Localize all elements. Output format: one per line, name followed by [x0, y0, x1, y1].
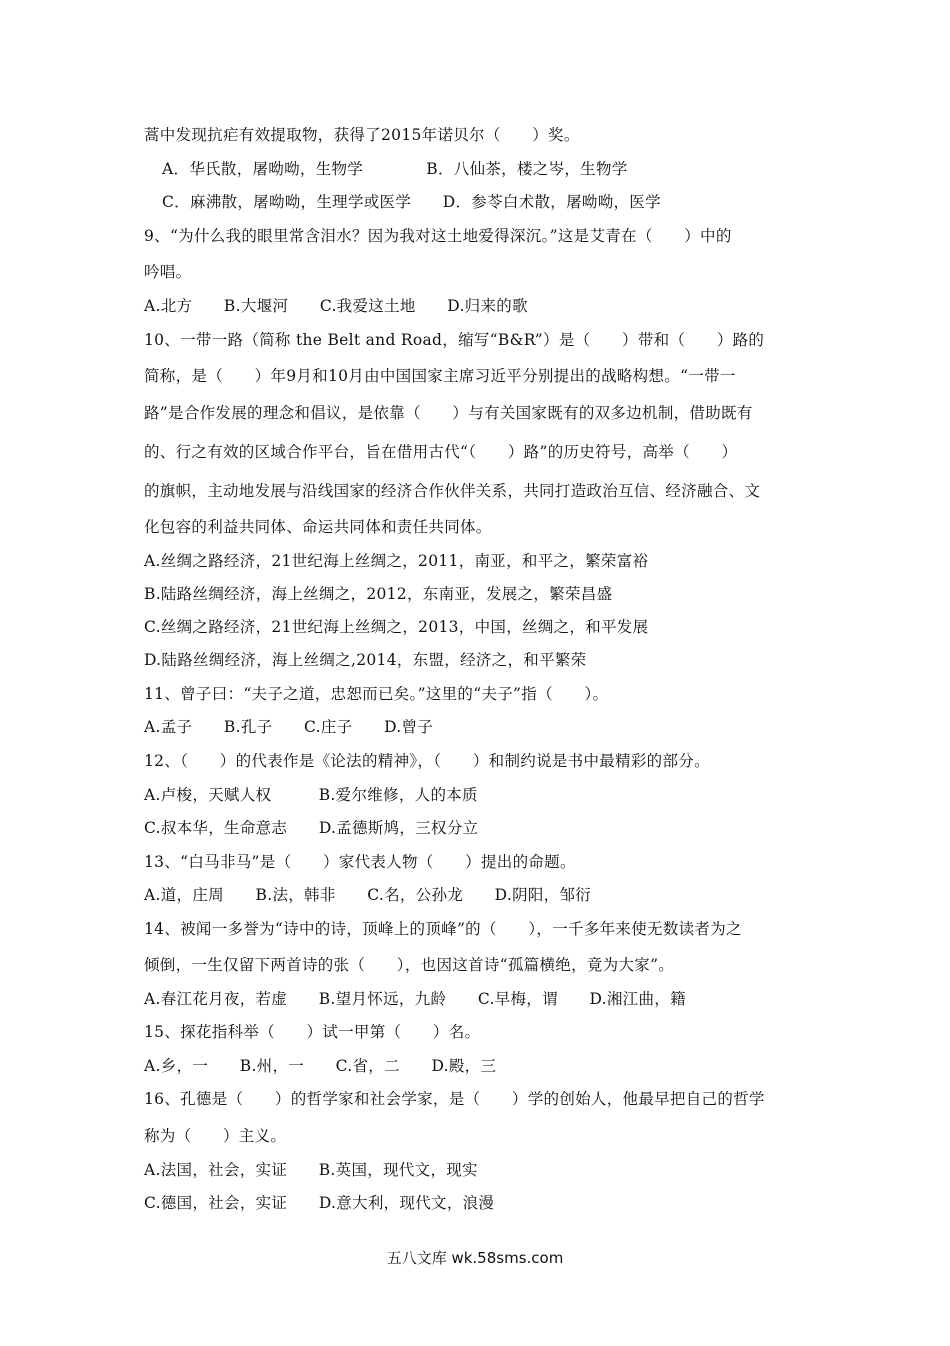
text-line: 的、行之有效的区域合作平台，旨在借用古代“（ ）路”的历史符号，高举（ ） [144, 443, 738, 461]
option-line: A.卢梭，天赋人权 B.爱尔维修，人的本质 [144, 786, 478, 804]
text-line: 的旗帜，主动地发展与沿线国家的经济合作伙伴关系，共同打造政治互信、经济融合、文 [144, 482, 761, 500]
option-line: C.丝绸之路经济，21世纪海上丝绸之，2013，中国，丝绸之，和平发展 [144, 618, 649, 636]
question-line: 9、“为什么我的眼里常含泪水？因为我对这土地爱得深沉。”这是艾青在（ ）中的 [144, 227, 732, 245]
option-line: A.丝绸之路经济，21世纪海上丝绸之，2011，南亚，和平之，繁荣富裕 [144, 552, 649, 570]
text-line: 称为（ ）主义。 [144, 1127, 287, 1145]
option-line: A.法国，社会，实证 B.英国，现代文，现实 [144, 1161, 478, 1179]
text-line: 路”是合作发展的理念和倡议，是依靠（ ）与有关国家既有的双多边机制，借助既有 [144, 404, 753, 422]
question-line: 13、“白马非马”是（ ）家代表人物（ ）提出的命题。 [144, 853, 576, 871]
option-line: C.叔本华，生命意志 D.孟德斯鸠，三权分立 [144, 819, 479, 837]
option-line: A.北方 B.大堰河 C.我爱这土地 D.归来的歌 [144, 297, 528, 315]
option-line: C.德国，社会，实证 D.意大利，现代文，浪漫 [144, 1194, 495, 1212]
question-line: 12、（ ）的代表作是《论法的精神》，（ ）和制约说是书中最精彩的部分。 [144, 752, 710, 770]
text-line: 吟唱。 [144, 263, 192, 281]
option-line: A.春江花月夜，若虚 B.望月怀远，九龄 C.早梅，谓 D.湘江曲，籍 [144, 990, 686, 1008]
text-line: 倾倒，一生仅留下两首诗的张（ ），也因这首诗“孤篇横绝，竟为大家”。 [144, 956, 675, 974]
question-line: 11、曾子曰：“夫子之道，忠恕而已矣。”这里的“夫子”指（ ）。 [144, 685, 609, 703]
question-line: 10、一带一路（简称 the Belt and Road，缩写“B&R”）是（ ）带和（ ）路的 [144, 331, 765, 349]
question-line: 16、孔德是（ ）的哲学家和社会学家，是（ ）学的创始人，他最早把自己的哲学 [144, 1090, 765, 1108]
option-line: A.乡，一 B.州，一 C.省，二 D.殿，三 [144, 1057, 497, 1075]
option-line: A.孟子 B.孔子 C.庄子 D.曾子 [144, 718, 434, 736]
question-line: 14、被闻一多誉为“诗中的诗，顶峰上的顶峰”的（ ），一千多年来使无数读者为之 [144, 920, 742, 938]
question-line: 15、探花指科举（ ）试一甲第（ ）名。 [144, 1023, 481, 1041]
option-line: A.道，庄周 B.法，韩非 C.名，公孙龙 D.阴阳，邹衍 [144, 886, 592, 904]
text-line: 蒿中发现抗疟有效提取物，获得了2015年诺贝尔（ ）奖。 [144, 126, 580, 144]
option-line: A．华氏散，屠呦呦，生物学 B．八仙茶，楼之岑，生物学 [162, 160, 628, 178]
option-line: C．麻沸散，屠呦呦，生理学或医学 D．参苓白术散，屠呦呦，医学 [162, 193, 661, 211]
page-footer: 五八文库 wk.58sms.com [386, 1249, 564, 1267]
option-line: D.陆路丝绸经济，海上丝绸之,2014，东盟，经济之，和平繁荣 [144, 651, 587, 669]
text-line: 简称，是（ ）年9月和10月由中国国家主席习近平分别提出的战略构想。“一带一 [144, 367, 736, 385]
text-line: 化包容的利益共同体、命运共同体和责任共同体。 [144, 518, 492, 536]
option-line: B.陆路丝绸经济，海上丝绸之，2012，东南亚，发展之，繁荣昌盛 [144, 585, 613, 603]
